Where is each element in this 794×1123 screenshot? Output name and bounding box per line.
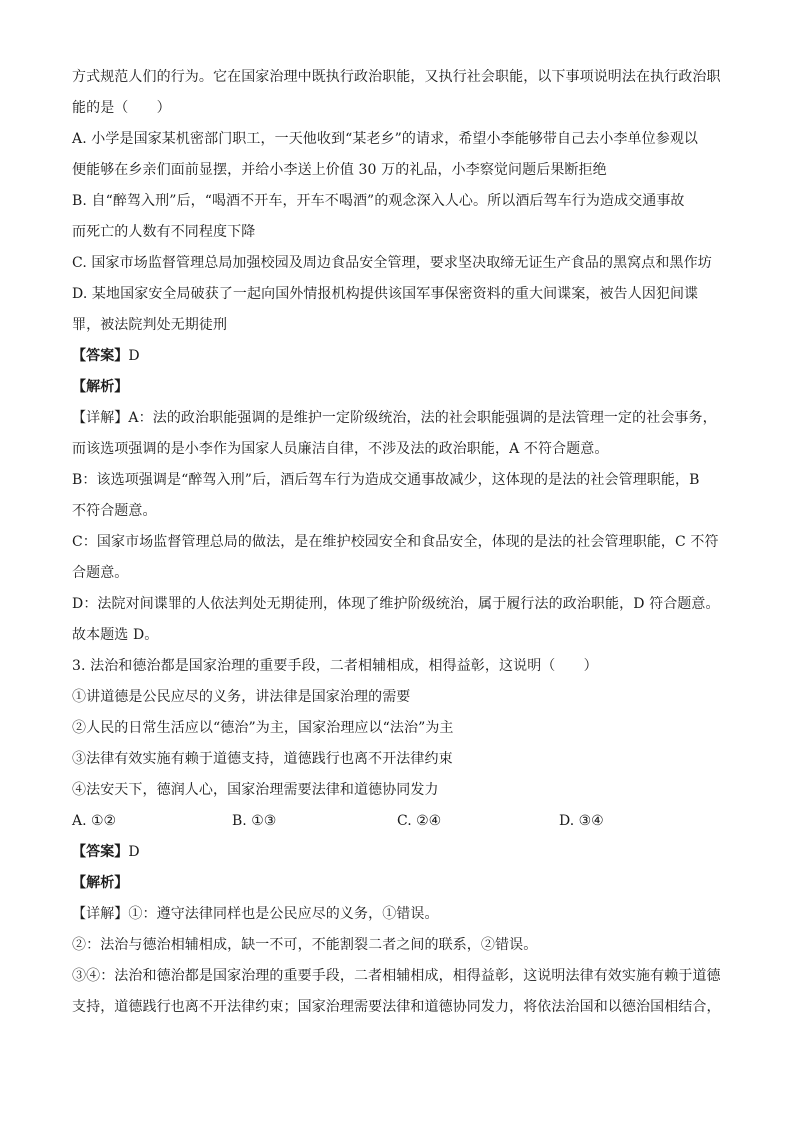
q3-explanation-line [72,899,722,930]
q2-analysis-heading [72,372,722,403]
q2-explanation-line: 合题意。 [72,565,129,581]
document-page [72,62,722,1023]
q3-statement-3: ③法律有效实施有赖于道德支持，道德践行也离不开法律约束 [72,751,453,767]
explanation-text: A：法的政治职能强调的是维护一定阶级统治，法的社会职能强调的是法管理一定的社会事务， [128,410,717,426]
q2-stem-line: 能的是（ ） [72,100,171,116]
answer-tag: 【答案】 [72,348,129,364]
q2-option-c: C. 国家市场监督管理总局加强校园及周边食品安全管理，要求坚决取缔无证生产食品的黑窝点和黑作坊 [72,255,712,271]
q2-explanation-line: 而该选项强调的是小李作为国家人员廉洁自律，不涉及法的政治职能，A 不符合题意。 [72,441,609,457]
q3-answer [72,837,722,868]
q3-stem: 3. 法治和德治都是国家治理的重要手段，二者相辅相成，相得益彰，这说明（ ） [72,658,598,674]
q2-explanation-line: 不符合题意。 [72,503,157,519]
q3-explanation-line: ③④：法治和德治都是国家治理的重要手段，二者相辅相成，相得益彰，这说明法律有效实施有赖于道德 [72,968,721,984]
q2-explanation-line: C：国家市场监督管理总局的做法，是在维护校园安全和食品安全，体现的是法的社会管理职能，C 不符 [72,534,719,550]
q3-analysis-heading [72,868,722,899]
q2-explanation-line: B：该选项强调是“醉驾入刑”后，酒后驾车行为造成交通事故减少，这体现的是法的社会管理职能，B [72,472,700,488]
q2-option-a: A. 小学是国家某机密部门职工，一天他收到“某老乡”的请求，希望小李能够带自己去小李单位参观以 [72,131,699,147]
q2-explanation-line: D：法院对间谍罪的人依法判处无期徒刑，体现了维护阶级统治，属于履行法的政治职能，D 符合题意。 [72,596,720,612]
q3-choices [72,806,722,837]
q2-option-a-cont: 便能够在乡亲们面前显摆，并给小李送上价值 30 万的礼品，小李察觉问题后果断拒绝 [72,162,607,178]
q3-choice-d: D. ③④ [559,813,604,829]
answer-value: D [128,348,140,364]
detail-tag: 【详解】 [72,906,129,922]
detail-tag: 【详解】 [72,410,129,426]
q2-stem-line: 方式规范人们的行为。它在国家治理中既执行政治职能，又执行社会职能，以下事项说明法在执行政治职 [72,69,721,85]
answer-tag: 【答案】 [72,844,129,860]
q3-choice-c: C. ②④ [397,813,442,829]
q2-explanation-line [72,403,722,434]
q2-option-d: D. 某地国家安全局破获了一起向国外情报机构提供该国军事保密资料的重大间谍案，被告人因犯间谍 [72,286,699,302]
q2-option-b: B. 自“醉驾入刑”后，“喝酒不开车，开车不喝酒”的观念深入人心。所以酒后驾车行为造成交通事故 [72,193,685,209]
q3-explanation-line: 支持，道德践行也离不开法律约束；国家治理需要法律和道德协同发力，将依法治国和以德治国相结合， [72,999,721,1015]
q3-statement-1: ①讲道德是公民应尽的义务，讲法律是国家治理的需要 [72,689,411,705]
q2-answer [72,341,722,372]
q3-choice-b: B. ①③ [232,813,277,829]
q3-choice-a: A. ①② [72,813,117,829]
analysis-tag: 【解析】 [72,875,129,891]
analysis-tag: 【解析】 [72,379,129,395]
q3-statement-2: ②人民的日常生活应以“德治”为主，国家治理应以“法治”为主 [72,720,454,736]
q2-explanation-line: 故本题选 D。 [72,627,159,643]
q2-option-b-cont: 而死亡的人数有不同程度下降 [72,224,256,240]
answer-value: D [128,844,140,860]
explanation-text: ①：遵守法律同样也是公民应尽的义务，①错误。 [128,906,439,922]
q3-statement-4: ④法安天下，德润人心，国家治理需要法律和道德协同发力 [72,782,439,798]
q2-option-d-cont: 罪，被法院判处无期徒刑 [72,317,228,333]
q3-explanation-line: ②：法治与德治相辅相成，缺一不可，不能割裂二者之间的联系，②错误。 [72,937,538,953]
